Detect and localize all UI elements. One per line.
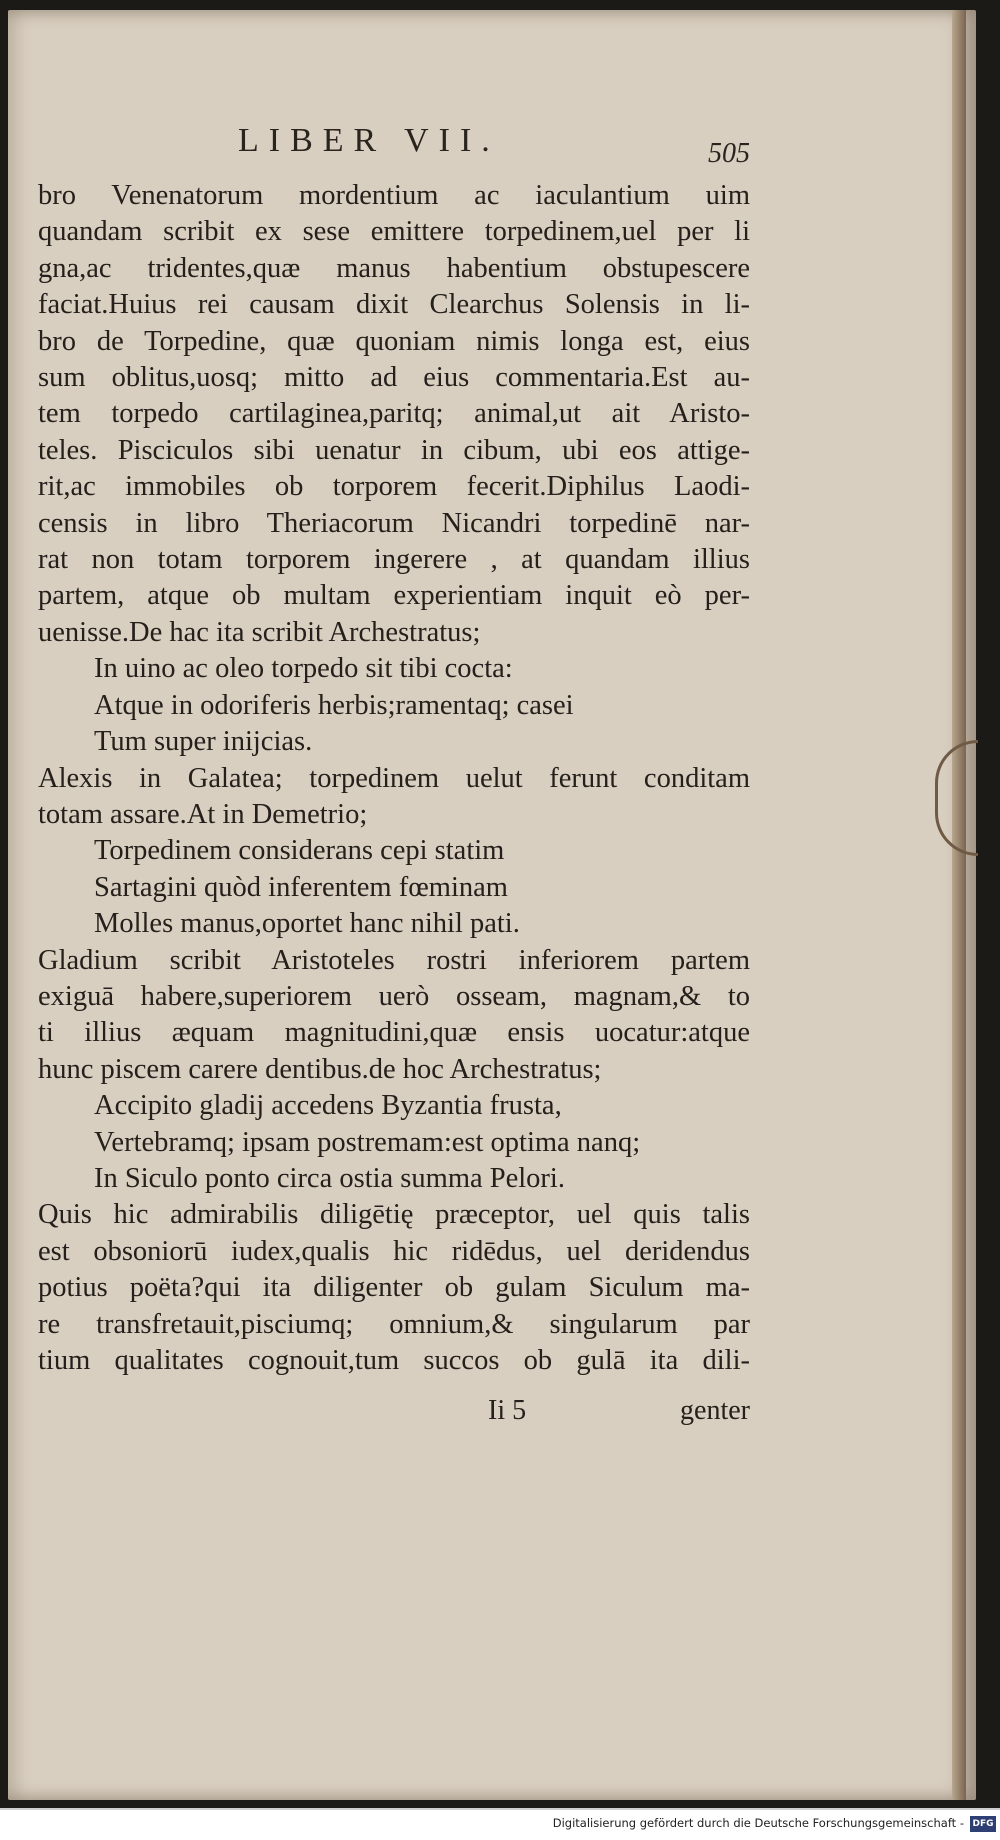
text-line: teles. Pisciculos sibi uenatur in cibum, ubi eos attige-	[38, 434, 750, 466]
text-line: Quis hic admirabilis diligētię præceptor, uel quis talis	[38, 1199, 750, 1231]
text-line: censis in libro Theriacorum Nicandri torpedinē nar-	[38, 507, 750, 539]
text-line: totam assare.At in Demetrio;	[38, 798, 368, 830]
verse-line: Tum super inijcias.	[94, 726, 313, 758]
text-line: rat non totam torporem ingerere , at quandam illius	[38, 544, 750, 576]
signature-mark: Ii 5	[488, 1395, 527, 1426]
verse-line: Vertebramq; ipsam postremam:est optima nanq;	[94, 1126, 641, 1158]
digitization-footer	[0, 1808, 1000, 1840]
text-line: tium qualitates cognouit,tum succos ob gulā ita dili-	[38, 1345, 750, 1376]
verse-line: In uino ac oleo torpedo sit tibi cocta:	[94, 653, 513, 685]
catchword-line	[38, 1395, 750, 1435]
folio-number: 505	[708, 138, 750, 169]
text-line: Alexis in Galatea; torpedinem uelut ferunt conditam	[38, 762, 750, 794]
text-line: sum oblitus,uosq; mitto ad eius commentaria.Est au-	[38, 362, 750, 394]
verse-line: In Siculo ponto circa ostia summa Pelori.	[94, 1162, 565, 1194]
text-line: partem, atque ob multam experientiam inquit eò per-	[38, 580, 750, 612]
book-page	[8, 10, 976, 1800]
text-line: tem torpedo cartilaginea,paritq; animal,ut ait Aristo-	[38, 398, 750, 430]
text-line: uenisse.De hac ita scribit Archestratus;	[38, 616, 481, 648]
clasp-mark	[935, 740, 978, 856]
text-line: bro de Torpedine, quæ quoniam nimis longa est, eius	[38, 325, 750, 357]
text-line: est obsoniorū iudex,qualis hic ridēdus, uel deridendus	[38, 1235, 750, 1267]
verse-line: Accipito gladij accedens Byzantia frusta,	[94, 1090, 562, 1122]
text-line: exiguā habere,superiorem uerò osseam, magnam,& to	[38, 980, 750, 1012]
text-line: Gladium scribit Aristoteles rostri inferiorem partem	[38, 944, 750, 976]
text-line: re transfretauit,pisciumq; omnium,& singularum par	[38, 1308, 750, 1340]
verse-line: Molles manus,oportet hanc nihil pati.	[94, 908, 520, 940]
running-head: LIBER VII.	[238, 122, 500, 159]
verse-line: Atque in odoriferis herbis;ramentaq; casei	[94, 689, 574, 721]
text-line: hunc piscem carere dentibus.de hoc Archestratus;	[38, 1053, 602, 1085]
footer-credit: Digitalisierung gefördert durch die Deutsche Forschungsgemeinschaft -	[552, 1816, 964, 1830]
verse-line: Sartagini quòd inferentem fœminam	[94, 871, 508, 903]
page-edge-shadow	[952, 10, 966, 1800]
text-line: ti illius æquam magnitudini,quæ ensis uocatur:atque	[38, 1017, 750, 1049]
text-line: quandam scribit ex sese emittere torpedinem,uel per li	[38, 216, 750, 248]
text-line: rit,ac immobiles ob torporem fecerit.Diphilus Laodi-	[38, 471, 750, 503]
catchword: genter	[680, 1395, 750, 1426]
text-line: bro Venenatorum mordentium ac iaculantium uim	[38, 180, 750, 211]
text-line: faciat.Huius rei causam dixit Clearchus Solensis in li-	[38, 289, 750, 321]
text-block	[38, 178, 750, 1379]
verse-line: Torpedinem considerans cepi statim	[94, 835, 505, 867]
text-line: potius poëta?qui ita diligenter ob gulam Siculum ma-	[38, 1272, 750, 1304]
text-line: gna,ac tridentes,quæ manus habentium obstupescere	[38, 252, 750, 284]
dfg-logo: DFG	[970, 1816, 996, 1832]
